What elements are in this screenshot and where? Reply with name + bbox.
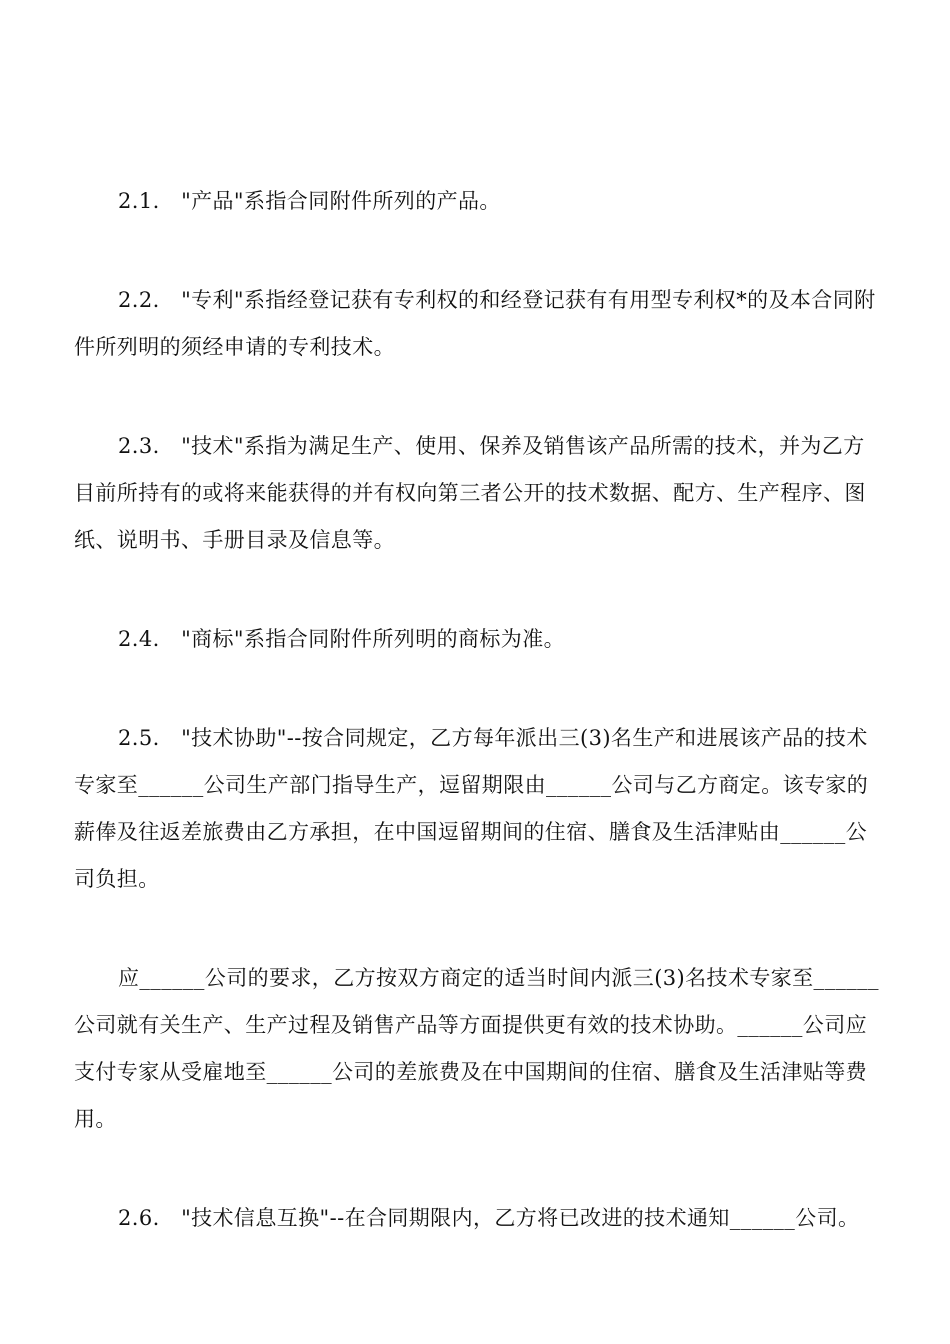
clause-2-2: 2.2. "专利"系指经登记获有专利权的和经登记获有有用型专利权*的及本合同附件所列明的须经申请的专利技术。	[74, 288, 876, 359]
clause-2-5: 2.5. "技术协助"--按合同规定，乙方每年派出三(3)名生产和进展该产品的技术专家至______公司生产部门指导生产，逗留期限由______公司与乙方商定。该专家的薪俸及往返差旅费由乙方承担，在中国逗留期间的住宿、膳食及生活津贴由______公司负担。	[74, 726, 869, 891]
clause-2-6: 2.6. "技术信息互换"--在合同期限内，乙方将已改进的技术通知______公司。	[118, 1206, 860, 1230]
clause-2-4: 2.4. "商标"系指合同附件所列明的商标为准。	[118, 627, 565, 651]
document-page	[74, 178, 882, 1242]
clause-2-5-continued: 应______公司的要求，乙方按双方商定的适当时间内派三(3)名技术专家至______公司就有关生产、生产过程及销售产品等方面提供更有效的技术协助。______公司应支付专家从受雇地至______公司的差旅费及在中国期间的住宿、膳食及生活津贴等费用。	[74, 966, 879, 1131]
clause-2-3: 2.3. "技术"系指为满足生产、使用、保养及销售该产品所需的技术，并为乙方目前所持有的或将来能获得的并有权向第三者公开的技术数据、配方、生产程序、图纸、说明书、手册目录及信息等。	[74, 434, 866, 552]
clause-2-1: 2.1. "产品"系指合同附件所列的产品。	[118, 189, 501, 213]
